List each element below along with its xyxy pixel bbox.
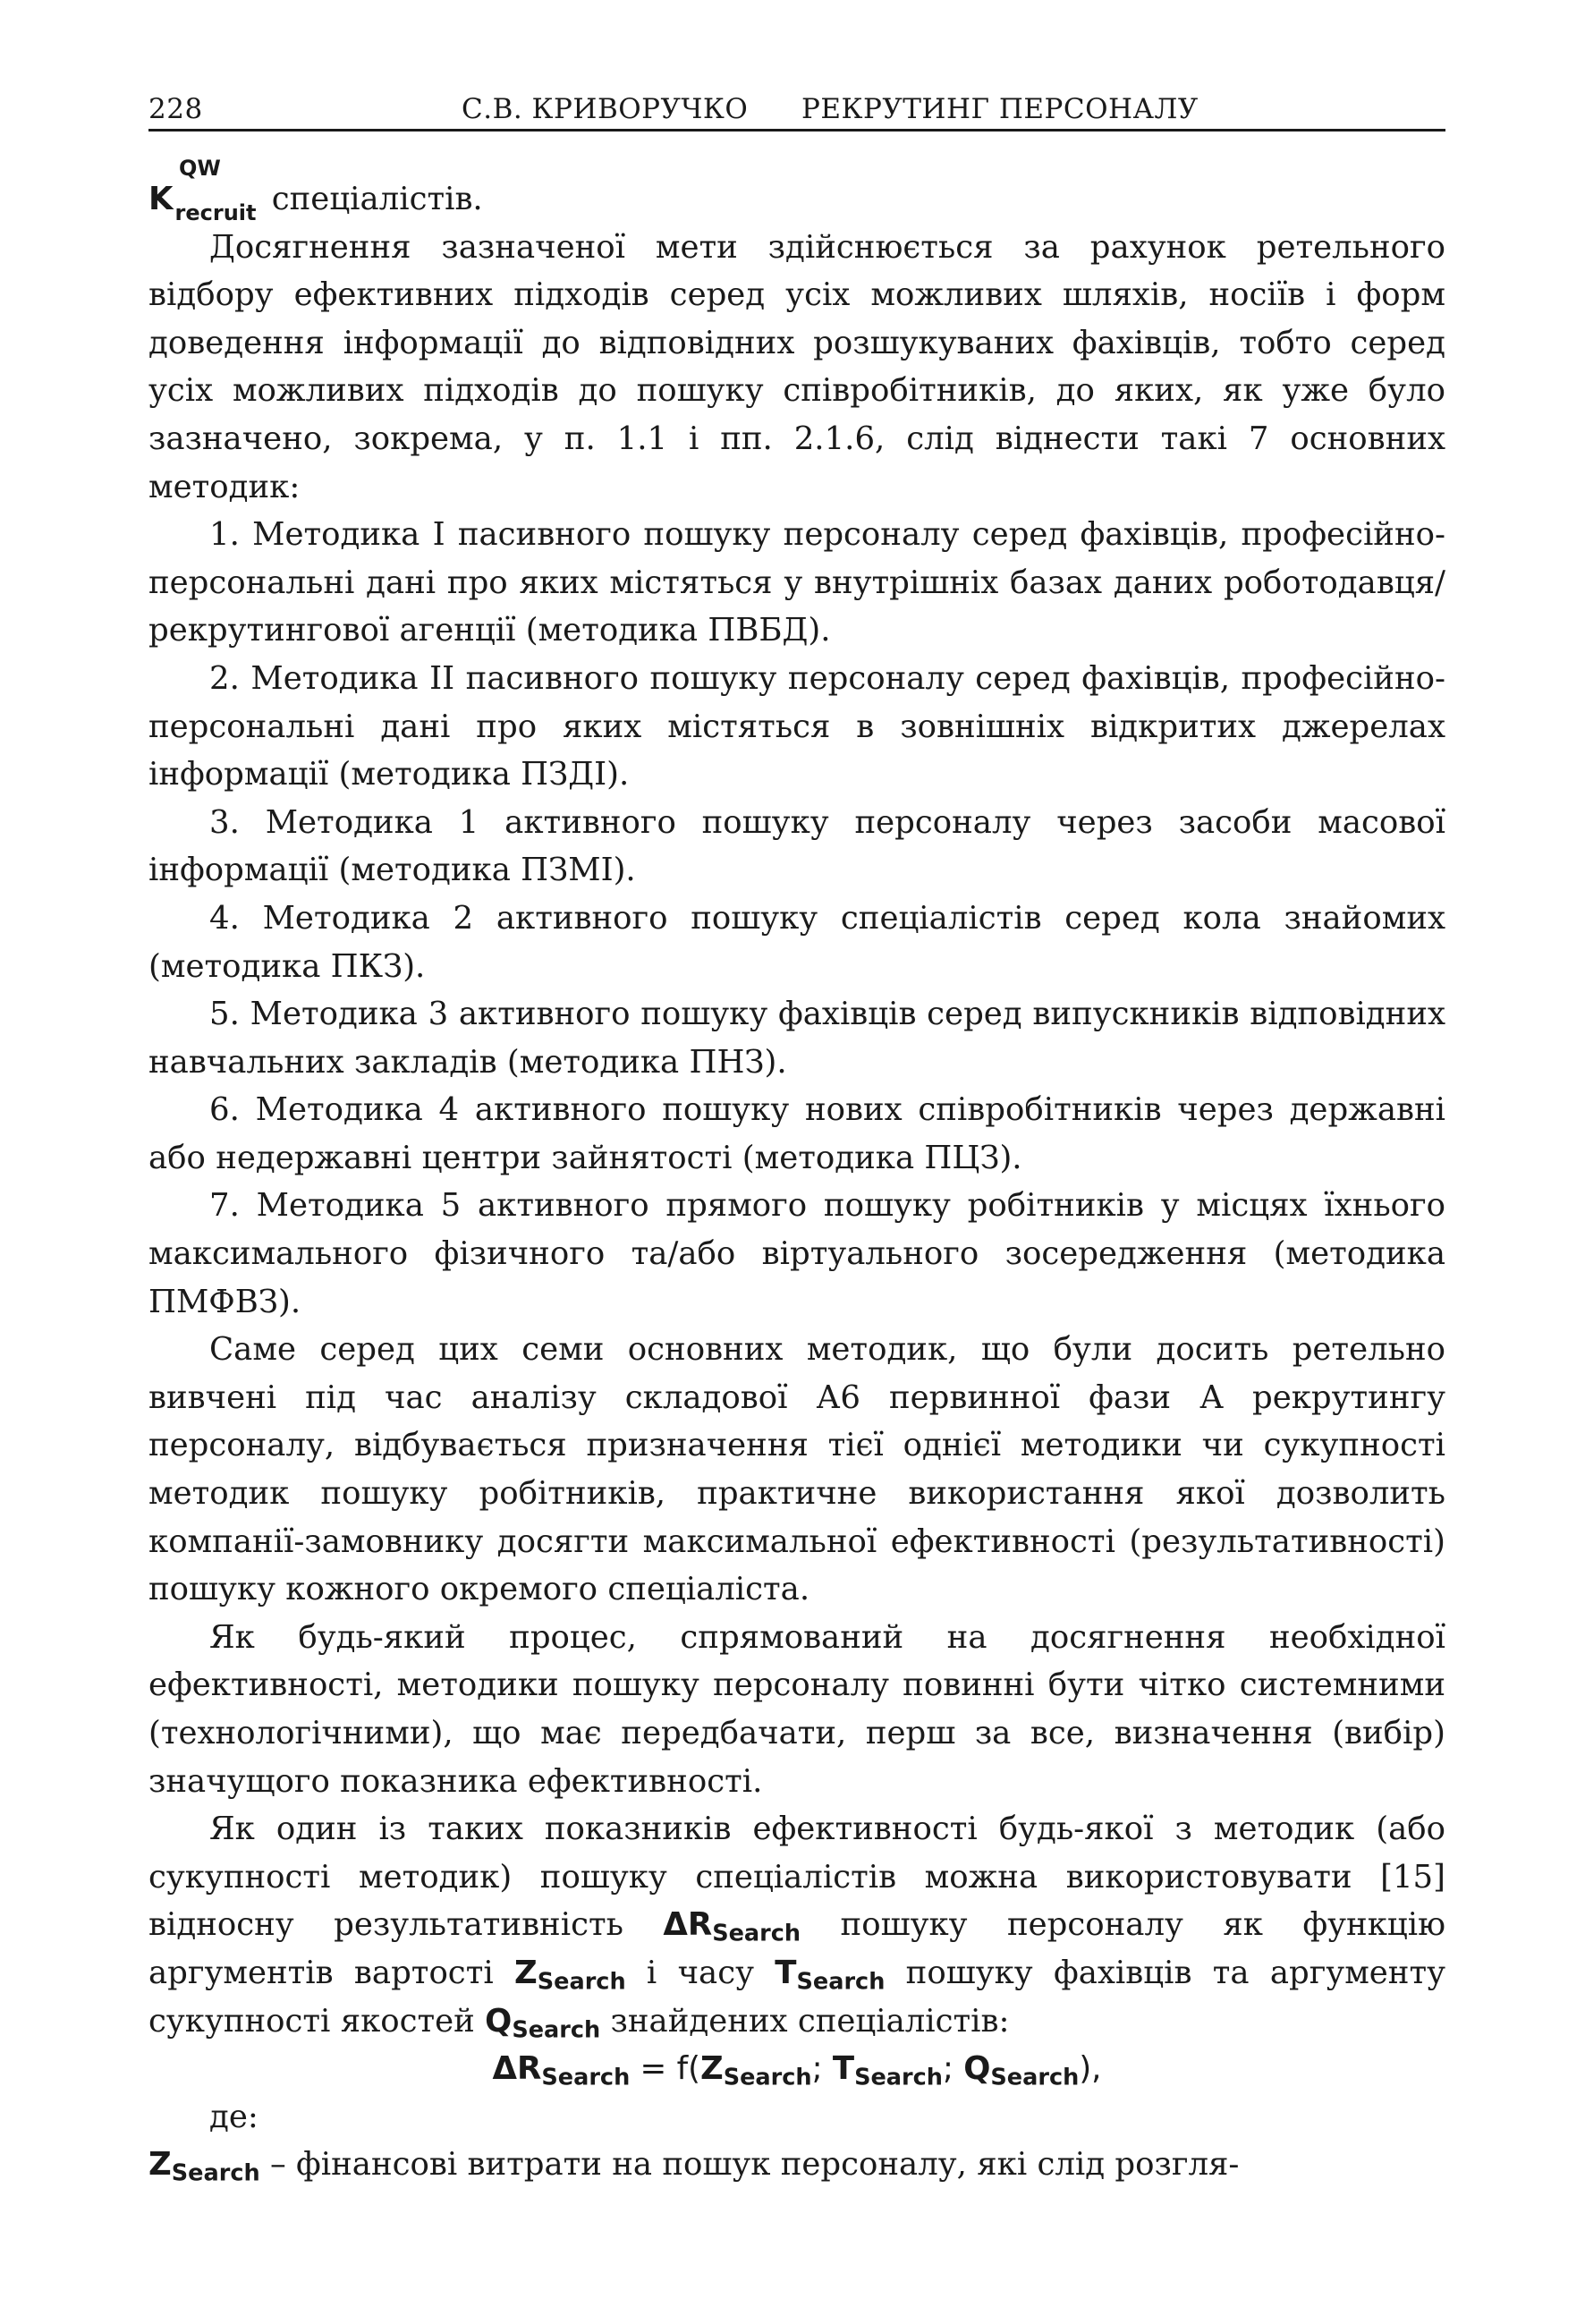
- header-rule: [148, 129, 1445, 131]
- page-body: [148, 156, 1445, 2189]
- t-search-symbol: $T_{Search}$: [775, 1954, 886, 1996]
- paragraph-2: Саме серед цих семи основних методик, що були досить ретельно вивчені під час аналізу складової А6 первинної фази А рекрутингу персоналу, відбувається призначення тієї однієї методики чи сукупності методик пошуку робітників, практичне використання якої дозволить компанії-замовнику досягти максимальної ефективності (результативності) пошуку кожного окремого спеціаліста.: [148, 1331, 1445, 1608]
- list-item: 1. Методика I пасивного пошуку персоналу серед фахівців, професійно-персональні дані про яких містяться у внутрішніх базах даних роботодавця/рекрутингової агенції (методика ПВБД).: [148, 516, 1445, 649]
- list-item: 3. Методика 1 активного пошуку персоналу через засоби масової інформації (методика ПЗМІ).: [148, 803, 1445, 889]
- list-item: 5. Методика 3 активного пошуку фахівців серед випускників відповідних навчальних закладів (методика ПНЗ).: [148, 996, 1445, 1081]
- list-item: 2. Методика II пасивного пошуку персоналу серед фахівців, професійно-персональні дані про яких містяться в зовнішніх відкритих джерелах інформації (методика ПЗДІ).: [148, 659, 1445, 793]
- q-search-symbol: $Q_{Search}$: [485, 2002, 601, 2043]
- paragraph-3: Як будь-який процес, спрямований на досягнення необхідної ефективності, методики пошуку персоналу повинні бути чітко системними (технологічними), що має передбачати, перш за все, визначення (вибір) значущого показника ефективності.: [148, 1618, 1445, 1800]
- delta-r-symbol: $\Delta R_{Search}$: [663, 1906, 801, 1947]
- z-search-symbol: $Z_{Search}$: [513, 1954, 626, 1996]
- list-item: 4. Методика 2 активного пошуку спеціалістів серед кола знайомих (методика ПКЗ).: [148, 899, 1445, 985]
- definition-line: $Z_{Search}$ – фінансові витрати на пошук персоналу, які слід розгля-: [148, 2146, 1240, 2187]
- header-author: С.В. КРИВОРУЧКО: [462, 93, 749, 125]
- paragraph-1: Досягнення зазначеної мети здійснюється за рахунок ретельного відбору ефективних підходів серед усіх можливих шляхів, носіїв і форм доведення інформації до відповідних розшукуваних фахівців, тобто серед усіх можливих підходів до пошуку співробітників, до яких, як уже було зазначено, зокрема, у п. 1.1 і пп. 2.1.6, слід віднести такі 7 основних методик:: [148, 228, 1445, 505]
- running-header: [148, 86, 1445, 129]
- formula: $\Delta R_{Search} = f(Z_{Search}$; $T_{Search}$; $Q_{Search}$),: [492, 2050, 1102, 2091]
- where-label: де:: [209, 2098, 259, 2135]
- page-number: 228: [148, 93, 203, 125]
- list-item: 7. Методика 5 активного прямого пошуку робітників у місцях їхнього максимального фізичного та/або віртуального зосередження (методика ПМФВЗ).: [148, 1187, 1445, 1320]
- list-item: 6. Методика 4 активного пошуку нових співробітників через державні або недержавні центри зайнятості (методика ПЦЗ).: [148, 1091, 1445, 1176]
- k-recruit-symbol: K QW $_{recruit}$: [148, 156, 257, 225]
- header-book-title: РЕКРУТИНГ ПЕРСОНАЛУ: [801, 93, 1199, 125]
- continuation-line: K QW $_{recruit}$ спеціалістів.: [148, 156, 483, 225]
- paragraph-4: Як один із таких показників ефективності будь-якої з методик (або сукупності методик) пошуку спеціалістів можна використовувати [15] відносну результативність $\Delta R_{Search}$ пошуку персоналу як функцію аргументів вартості $Z_{Search}$ і часу $T_{Search}$ пошуку фахівців та аргументу сукупності якостей $Q_{Search}$ знайдених спеціалістів:: [148, 1811, 1445, 2043]
- z-search-definition-symbol: $Z_{Search}$: [148, 2146, 260, 2187]
